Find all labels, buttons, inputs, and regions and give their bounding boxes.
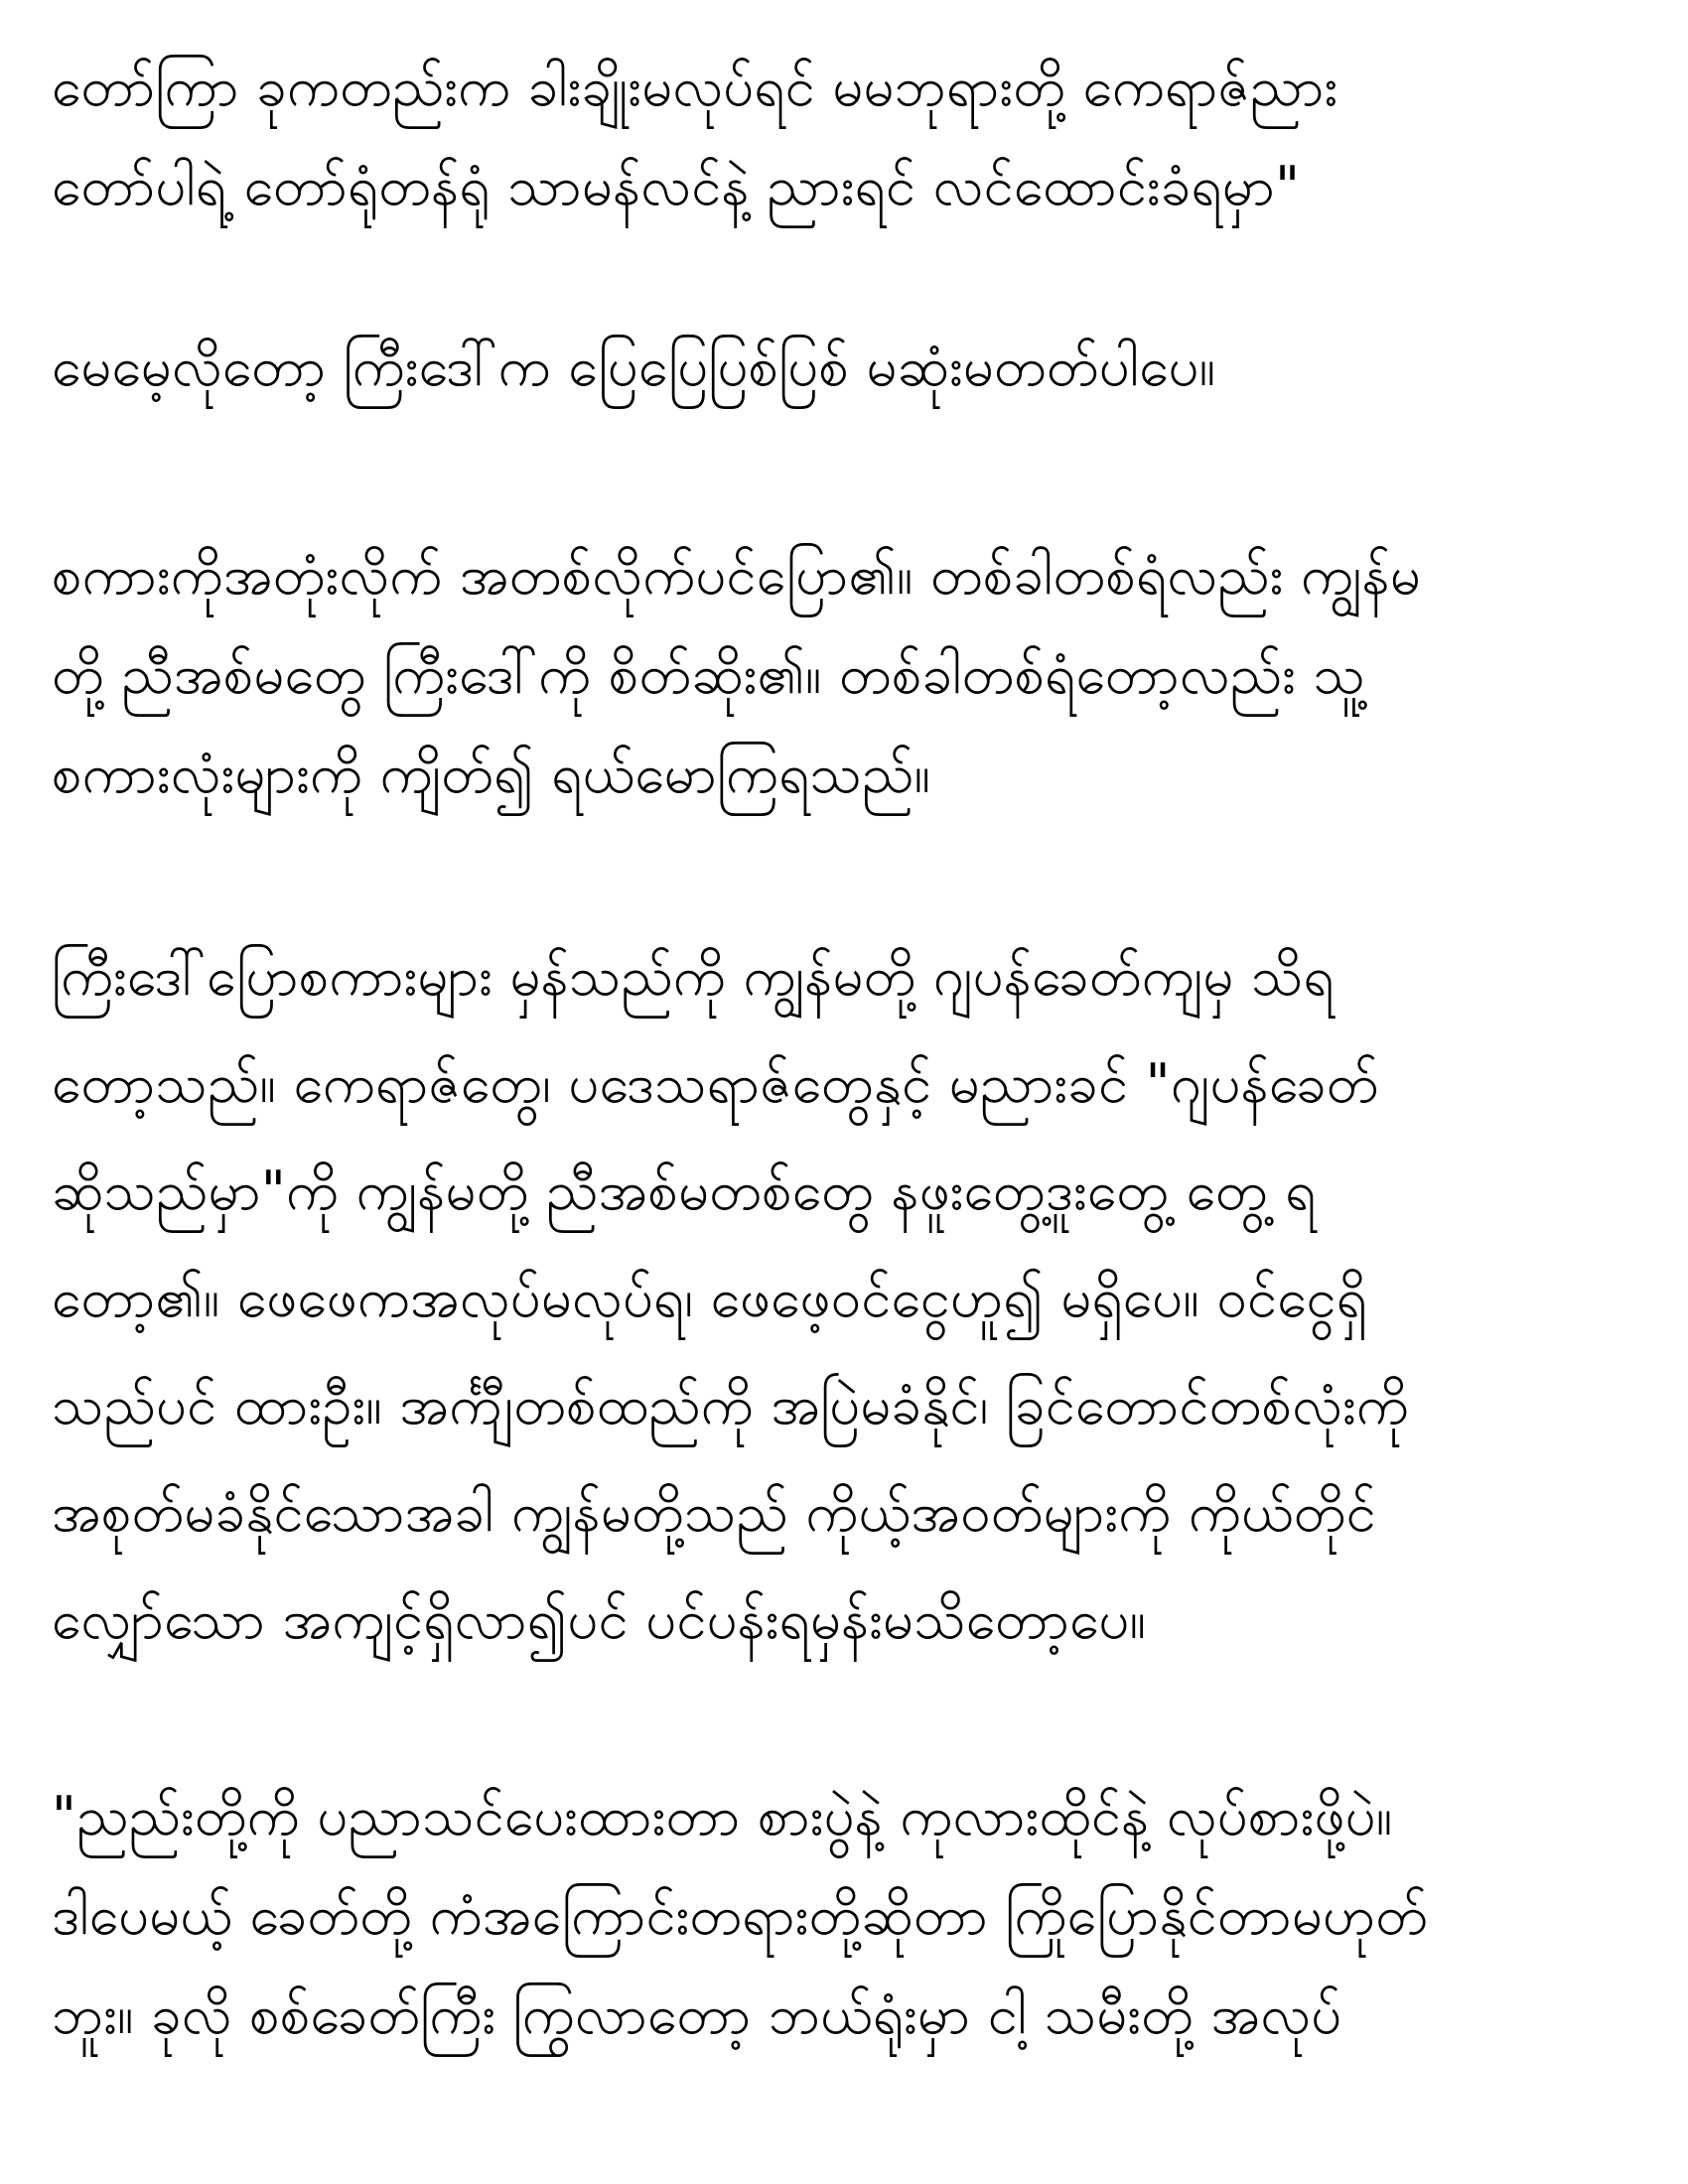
paragraph: [52, 1767, 1638, 2065]
text-line: တော်ပါရဲ့ တော်ရုံတန်ရုံ သာမန်လင်နဲ့ ညားရင် လင်ထောင်းခံရမှာ": [52, 155, 1301, 217]
text-line: ဒါပေမယ့် ခေတ်တို့ ကံအကြောင်းတရားတို့ဆိုတာ ကြိုပြောနိုင်တာမဟုတ်: [52, 1884, 1429, 1947]
text-line: သည်ပင် ထားဦး။ အင်္ကျီတစ်ထည်ကို အပြဲမခံနိုင်၊ ခြင်တောင်တစ်လုံးကို: [52, 1374, 1409, 1436]
text-line: အစုတ်မခံနိုင်သောအခါ ကျွန်မတို့သည် ကိုယ့်အဝတ်များကို ကိုယ်တိုင်: [52, 1481, 1376, 1544]
text-line: စကားလုံးများကို ကျိတ်၍ ရယ်မောကြရသည်။: [52, 743, 931, 805]
text-line: ဘူး။ ခုလို စစ်ခေတ်ကြီး ကြွလာတော့ ဘယ်ရုံးမှာ ငါ့ သမီးတို့ အလုပ်: [52, 1983, 1342, 2046]
text-line: တော့၏။ ဖေဖေကအလုပ်မလုပ်ရ၊ ဖေဖေ့ဝင်ငွေဟူ၍ မရှိပေ။ ဝင်ငွေရှိ: [52, 1267, 1368, 1329]
text-line: တော့သည်။ ကေရာဇ်တွေ၊ ပဒေသရာဇ်တွေနှင့် မညားခင် "ဂျပန်ခေတ်: [52, 1052, 1379, 1115]
paragraph: [52, 38, 1638, 236]
paragraph: [52, 318, 1638, 417]
paragraph: [52, 923, 1638, 1674]
text-line: တို့ ညီအစ်မတွေ ကြီးဒေါ်ကို စိတ်ဆိုး၏။ တစ်ခါတစ်ရံတော့လည်း သူ့: [52, 643, 1365, 706]
text-line: ဆိုသည်မှာ"ကို ကျွန်မတို့ ညီအစ်မတစ်တွေ နဖူးတွေ့ဒူးတွေ့ တွေ့ ရ: [52, 1160, 1317, 1222]
text-line: ကြီးဒေါ်ပြောစကားများ မှန်သည်ကို ကျွန်မတို့ ဂျပန်ခေတ်ကျမှ သိရ: [52, 945, 1335, 1008]
text-line: စကားကိုအတုံးလိုက် အတစ်လိုက်ပင်ပြော၏။ တစ်ခါတစ်ရံလည်း ကျွန်မ: [52, 544, 1422, 607]
text-line: မေမေ့လိုတော့ ကြီးဒေါ်က ပြေပြေပြစ်ပြစ် မဆုံးမတတ်ပါပေ။: [52, 336, 1216, 398]
text-line: လျှော်သော အကျင့်ရှိလာ၍ပင် ပင်ပန်းရမှန်းမသိတော့ပေ။: [52, 1588, 1147, 1651]
text-line: "ညည်းတို့ကို ပညာသင်ပေးထားတာ စားပွဲနဲ့ ကုလားထိုင်နဲ့ လုပ်စားဖို့ပဲ။: [52, 1785, 1393, 1847]
paragraph: [52, 526, 1638, 824]
text-line: တော်ကြာ ခုကတည်းက ခါးချိုးမလုပ်ရင် မမဘုရားတို့ ကေရာဇ်ညား: [52, 56, 1338, 118]
